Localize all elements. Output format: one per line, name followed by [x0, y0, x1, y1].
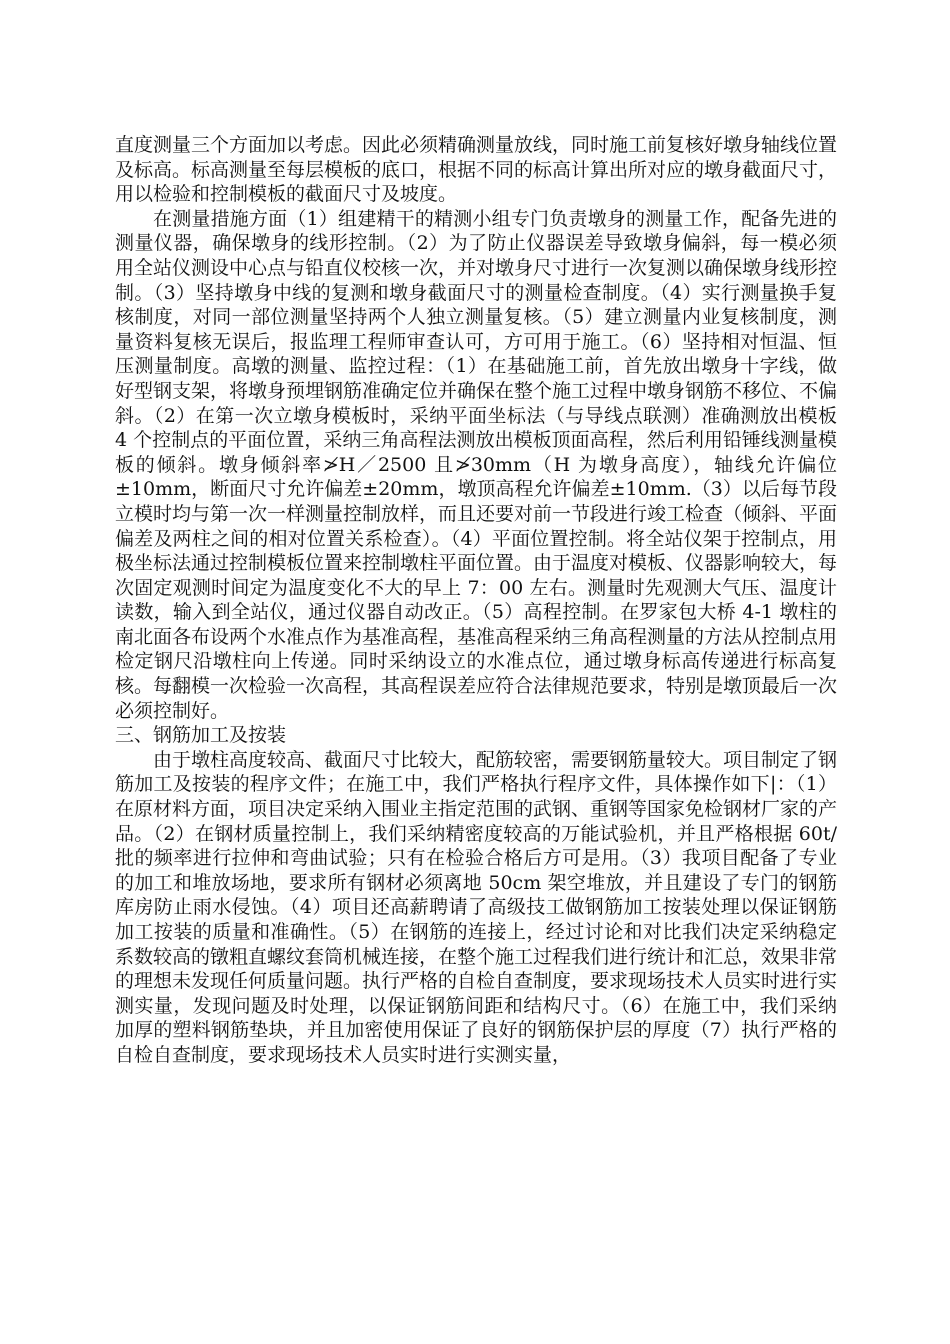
section-heading-rebar: 三、钢筋加工及按装: [115, 724, 287, 747]
paragraph-continuation: 直度测量三个方面加以考虑。因此必须精确测量放线，同时施工前复核好墩身轴线位置及标高。标高测量至每层模板的底口，根据不同的标高计算出所对应的墩身截面尺寸，用以检验和控制模板的截面尺寸及坡度。: [115, 134, 838, 206]
paragraph-rebar-processing: 由于墩柱高度较高、截面尺寸比较大，配筋较密，需要钢筋量较大。项目制定了钢筋加工及按装的程序文件；在施工中，我们严格执行程序文件，具体操作如下|：（1）在原材料方面，项目决定采纳入围业主指定范围的武钢、重钢等国家免检钢材厂家的产品。（2）在钢材质量控制上，我们采纳精密度较高的万能试验机，并且严格根据 60t/批的频率进行拉伸和弯曲试验；只有在检验合格后方可是用。（3）我项目配备了专业的加工和堆放场地，要求所有钢材必须离地 50cm 架空堆放，并且建设了专门的钢筋库房防止雨水侵蚀。（4）项目还高薪聘请了高级技工做钢筋加工按装处理以保证钢筋加工按装的质量和准确性。（5）在钢筋的连接上，经过讨论和对比我们决定采纳稳定系数较高的镦粗直螺纹套筒机械连接，在整个施工过程我们进行统计和汇总，效果非常的理想未发现任何质量问题。执行严格的自检自查制度，要求现场技术人员实时进行实测实量，发现问题及时处理，以保证钢筋间距和结构尺寸。（6）在施工中，我们采纳加厚的塑料钢筋垫块，并且加密使用保证了良好的钢筋保护层的厚度（7）执行严格的自检自查制度，要求现场技术人员实时进行实测实量，: [115, 748, 838, 1066]
paragraph-measurement-measures: 在测量措施方面（1）组建精干的精测小组专门负责墩身的测量工作，配备先进的测量仪器，确保墩身的线形控制。（2）为了防止仪器误差导致墩身偏斜，每一模必须用全站仪测设中心点与铅直仪校核一次，并对墩身尺寸进行一次复测以确保墩身线形控制。（3）坚持墩身中线的复测和墩身截面尺寸的测量检查制度。（4）实行测量换手复核制度，对同一部位测量坚持两个人独立测量复核。（5）建立测量内业复核制度，测量资料复核无误后，报监理工程师审查认可，方可用于施工。（6）坚持相对恒温、恒压测量制度。高墩的测量、监控过程：（1）在基础施工前，首先放出墩身十字线，做好型钢支架，将墩身预埋钢筋准确定位并确保在整个施工过程中墩身钢筋不移位、不偏斜。（2）在第一次立墩身模板时，采纳平面坐标法（与导线点联测）准确测放出模板 4 个控制点的平面位置，采纳三角高程法测放出模板顶面高程，然后利用铅锤线测量模板的倾斜。墩身倾斜率≯H／2500 且≯30mm（H 为墩身高度），轴线允许偏位±10mm，断面尺寸允许偏差±20mm，墩顶高程允许偏差±10mm.（3）以后每节段立模时均与第一次一样测量控制放样，而且还要对前一节段进行竣工检查（倾斜、平面偏差及两柱之间的相对位置关系检查）。（4）平面位置控制。将全站仪架于控制点，用极坐标法通过控制模板位置来控制墩柱平面位置。由于温度对模板、仪器影响较大，每次固定观测时间定为温度变化不大的早上 7：00 左右。测量时先观测大气压、温度计读数，输入到全站仪，通过仪器自动改正。（5）高程控制。在罗家包大桥 4-1 墩柱的南北面各布设两个水准点作为基准高程，基准高程采纳三角高程测量的方法从控制点用检定钢尺沿墩柱向上传递。同时采纳设立的水准点位，通过墩身标高传递进行标高复核。每翻模一次检验一次高程，其高程误差应符合法律规范要求，特别是墩顶最后一次必须控制好。: [115, 207, 838, 722]
document-page: [115, 133, 837, 1068]
